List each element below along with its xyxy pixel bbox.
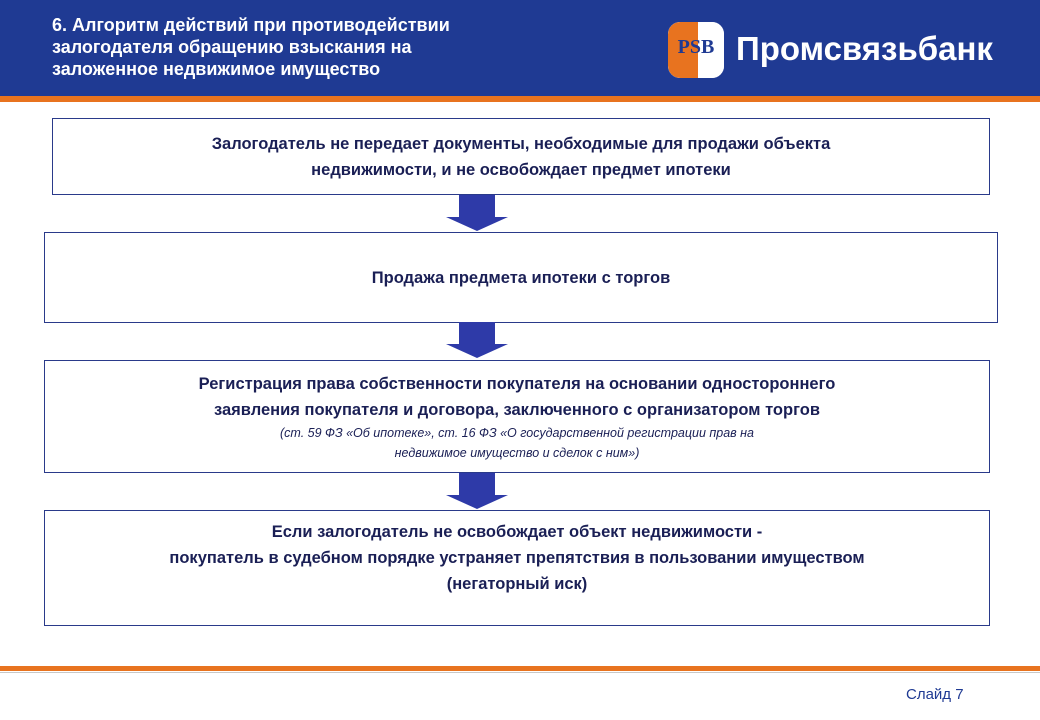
arrow-shaft (459, 195, 495, 219)
footer-divider (0, 672, 1040, 673)
arrow-head (446, 344, 508, 358)
flow-step-3-ref2: недвижимое имущество и сделок с ним») (394, 445, 640, 460)
slide-number: Слайд 7 (906, 686, 964, 703)
psb-logo-icon (668, 22, 724, 78)
slide-title-line3: заложенное недвижимое имущество (52, 59, 381, 79)
flow-step-4 (44, 510, 990, 626)
flow-step-1-line1: Залогодатель не передает документы, необходимые для продажи объекта (211, 134, 831, 153)
bank-name: Промсвязьбанк (736, 30, 993, 67)
flow-step-2 (44, 232, 998, 323)
flow-step-3-line1: Регистрация права собственности покупателя на основании одностороннего (198, 374, 836, 393)
flow-step-3 (44, 360, 990, 473)
flow-step-1 (52, 118, 990, 195)
flow-step-4-line2: покупатель в судебном порядке устраняет препятствия в пользовании имуществом (169, 549, 865, 567)
down-arrow-icon (446, 195, 508, 233)
arrow-shaft (459, 322, 495, 346)
slide-title (52, 14, 612, 80)
flow-step-3-line2: заявления покупателя и договора, заключенного с организатором торгов (214, 400, 820, 419)
arrow-head (446, 217, 508, 231)
flow-step-2-line1: Продажа предмета ипотеки с торгов (371, 268, 671, 287)
flow-step-4-line3: (негаторный иск) (446, 575, 588, 593)
slide-title-line1: 6. Алгоритм действий при противодействии (52, 15, 450, 35)
flow-step-4-line1: Если залогодатель не освобождает объект недвижимости - (271, 523, 763, 541)
down-arrow-icon (446, 473, 508, 511)
header-accent-line (0, 96, 1040, 102)
down-arrow-icon (446, 322, 508, 360)
arrow-head (446, 495, 508, 509)
footer-accent-line (0, 666, 1040, 671)
flow-step-1-line2: недвижимости, и не освобождает предмет ипотеки (311, 160, 731, 179)
arrow-shaft (459, 473, 495, 497)
slide-title-line2: залогодателя обращению взыскания на (52, 37, 412, 57)
bank-logo (668, 18, 1028, 82)
flow-step-3-ref1: (ст. 59 ФЗ «Об ипотеке», ст. 16 ФЗ «О государственной регистрации прав на (280, 425, 754, 440)
logo-mark-text: PSB (677, 36, 715, 58)
